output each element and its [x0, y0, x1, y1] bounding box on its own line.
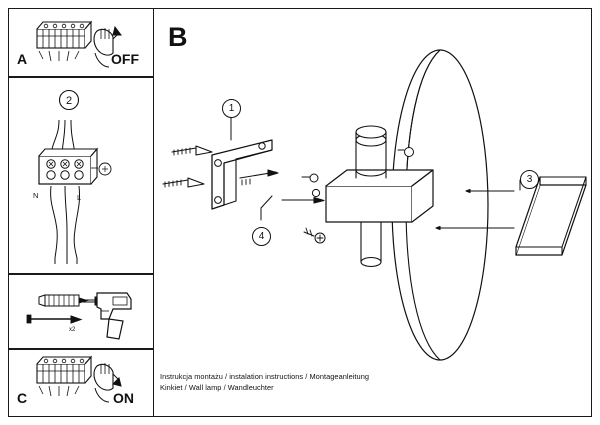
lamp-lower-cylinder: [361, 222, 381, 267]
wiring-connector-icon: [39, 149, 97, 184]
caption-line-2: Kinkiet / Wall lamp / Wandleuchter: [160, 382, 274, 392]
panel-a-letter: A: [17, 51, 28, 67]
power-drill-icon: [83, 293, 131, 339]
section-label-b: B: [168, 22, 188, 52]
terminal-block-icon-c: [37, 357, 91, 396]
callout-4: 4: [252, 227, 271, 246]
panel-drill: [8, 274, 154, 349]
callout-3: 3: [520, 170, 539, 189]
caption-line-1: Instrukcja montażu / instalation instructions / Montageanleitung: [160, 372, 370, 381]
panel-c-letter: C: [17, 390, 28, 406]
panel-step-c: [8, 349, 154, 417]
panel-2-graphic: [9, 78, 153, 273]
drill-quantity: x2: [69, 327, 76, 333]
terminal-block-icon: [37, 22, 91, 61]
callout-1: 1: [222, 99, 241, 118]
panel-a-state: OFF: [111, 51, 139, 67]
lamp-body-box: [326, 170, 433, 222]
panel-step-2: [8, 77, 154, 274]
screw-and-anchor-icon: [27, 295, 87, 323]
mounting-screws-left: [163, 146, 212, 187]
panel-c-state: ON: [113, 390, 134, 406]
panel-step-a: [8, 8, 154, 77]
panel-c-graphic: [9, 350, 153, 416]
caption-block: [160, 372, 440, 393]
terminal-label-n: N: [33, 191, 39, 200]
panel-2-number: 2: [65, 95, 73, 107]
wiring-bottom: [51, 186, 80, 264]
panel-drill-graphic: [9, 275, 153, 348]
terminal-label-l: L: [77, 193, 82, 202]
wiring-top: [51, 116, 75, 154]
